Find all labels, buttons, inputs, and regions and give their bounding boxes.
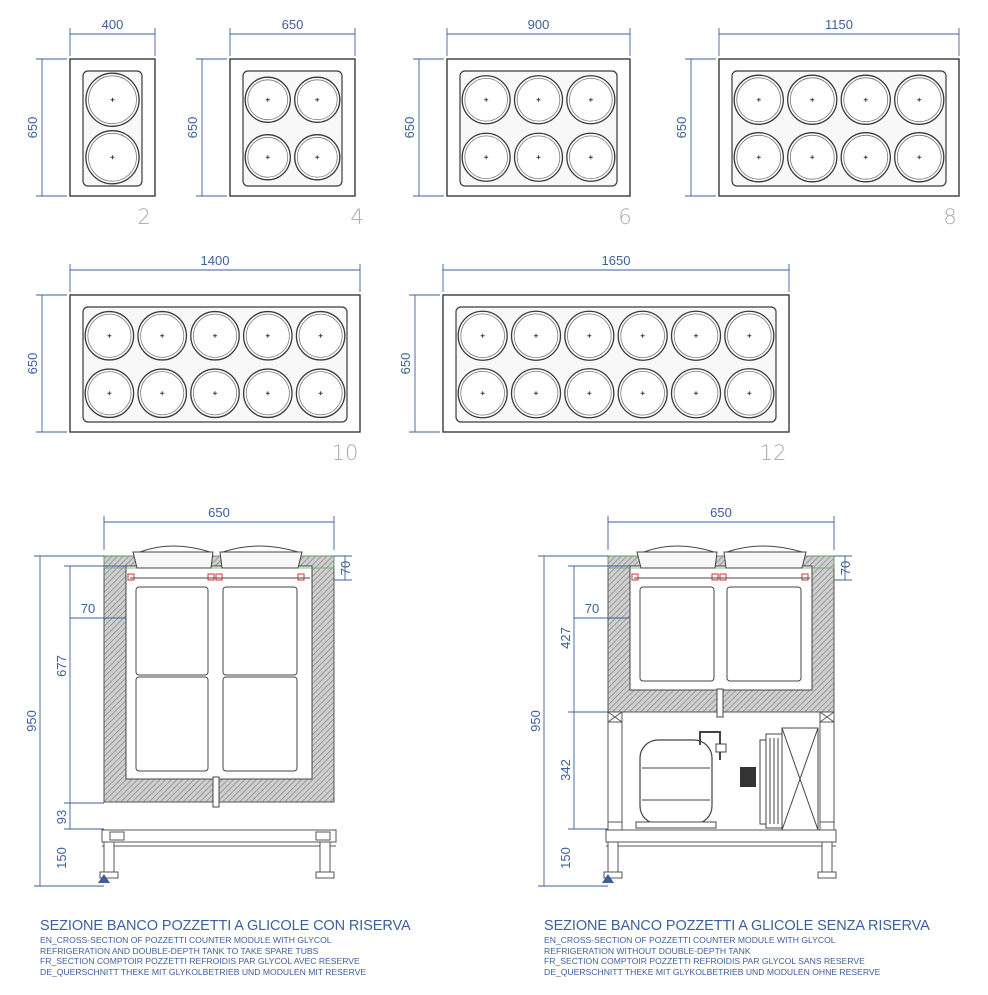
width-dimension: 650 bbox=[208, 505, 230, 520]
machine-compartment bbox=[608, 712, 834, 832]
height-dimension: 650 bbox=[398, 352, 413, 375]
plan-views bbox=[25, 17, 959, 465]
height-dimension: 650 bbox=[185, 116, 200, 139]
section-without-reserve bbox=[528, 505, 853, 886]
lower-height-dimension: 342 bbox=[558, 759, 573, 781]
feet-height-dimension: 150 bbox=[558, 847, 573, 869]
caption-marker-icon bbox=[98, 874, 110, 883]
width-dimension: 650 bbox=[710, 505, 732, 520]
caption-line: FR_SECTION COMPTOIR POZZETTI REFROIDIS PAR GLYCOL AVEC RESERVE bbox=[40, 956, 360, 967]
well-count-label: 8 bbox=[943, 205, 957, 229]
wall-thickness-dimension: 70 bbox=[80, 601, 96, 616]
base-frame bbox=[604, 830, 836, 878]
width-dimension: 1650 bbox=[601, 253, 631, 268]
width-dimension: 1150 bbox=[825, 17, 853, 32]
well-count-label: 4 bbox=[350, 205, 364, 229]
section-with-reserve bbox=[24, 505, 353, 886]
caption-line: EN_CROSS-SECTION OF POZZETTI COUNTER MODULE WITH GLYCOL bbox=[40, 935, 332, 945]
compressor-icon bbox=[636, 732, 726, 828]
total-height-dimension: 950 bbox=[24, 710, 39, 732]
caption-title: SEZIONE BANCO POZZETTI A GLICOLE SENZA RISERVA bbox=[544, 918, 930, 934]
caption-line: EN_CROSS-SECTION OF POZZETTI COUNTER MODULE WITH GLYCOL bbox=[544, 935, 836, 945]
caption-line: FR_SECTION COMPTOIR POZZETTI REFROIDIS PAR GLYCOL SANS RESERVE bbox=[544, 956, 865, 967]
caption-line: REFRIGERATION WITHOUT DOUBLE-DEPTH TANK bbox=[544, 945, 751, 956]
base-frame bbox=[100, 830, 336, 878]
height-dimension: 650 bbox=[25, 116, 40, 139]
condenser-fan-icon bbox=[740, 728, 818, 830]
caption-without-reserve bbox=[544, 918, 930, 977]
well-count-label: 12 bbox=[759, 441, 787, 465]
caption-marker-icon bbox=[602, 874, 614, 883]
well-count-label: 10 bbox=[331, 441, 359, 465]
height-dimension: 650 bbox=[25, 352, 40, 375]
width-dimension: 1400 bbox=[200, 253, 230, 268]
bottom-height-dimension: 93 bbox=[54, 809, 69, 825]
well-count-label: 2 bbox=[137, 205, 151, 229]
caption-line: DE_QUERSCHNITT THEKE MIT GLYKOLBETRIEB UND MODULEN MIT RESERVE bbox=[40, 966, 367, 977]
well-count-label: 6 bbox=[618, 205, 632, 229]
feet-height-dimension: 150 bbox=[54, 847, 69, 869]
height-dimension: 650 bbox=[402, 116, 417, 139]
top-thickness-dimension: 70 bbox=[838, 560, 853, 576]
caption-with-reserve bbox=[40, 918, 411, 977]
caption-line: DE_QUERSCHNITT THEKE MIT GLYKOLBETRIEB UND MODULEN OHNE RESERVE bbox=[544, 966, 881, 977]
wall-thickness-dimension: 70 bbox=[584, 601, 600, 616]
inner-height-dimension: 427 bbox=[558, 627, 573, 649]
width-dimension: 900 bbox=[527, 17, 550, 32]
width-dimension: 400 bbox=[101, 17, 124, 32]
caption-title: SEZIONE BANCO POZZETTI A GLICOLE CON RISERVA bbox=[40, 918, 411, 934]
top-thickness-dimension: 70 bbox=[338, 560, 353, 576]
caption-line: REFRIGERATION AND DOUBLE-DEPTH TANK TO TAKE SPARE TUBS bbox=[40, 945, 319, 956]
total-height-dimension: 950 bbox=[528, 710, 543, 732]
width-dimension: 650 bbox=[281, 17, 304, 32]
inner-height-dimension: 677 bbox=[54, 655, 69, 677]
height-dimension: 650 bbox=[674, 116, 689, 139]
